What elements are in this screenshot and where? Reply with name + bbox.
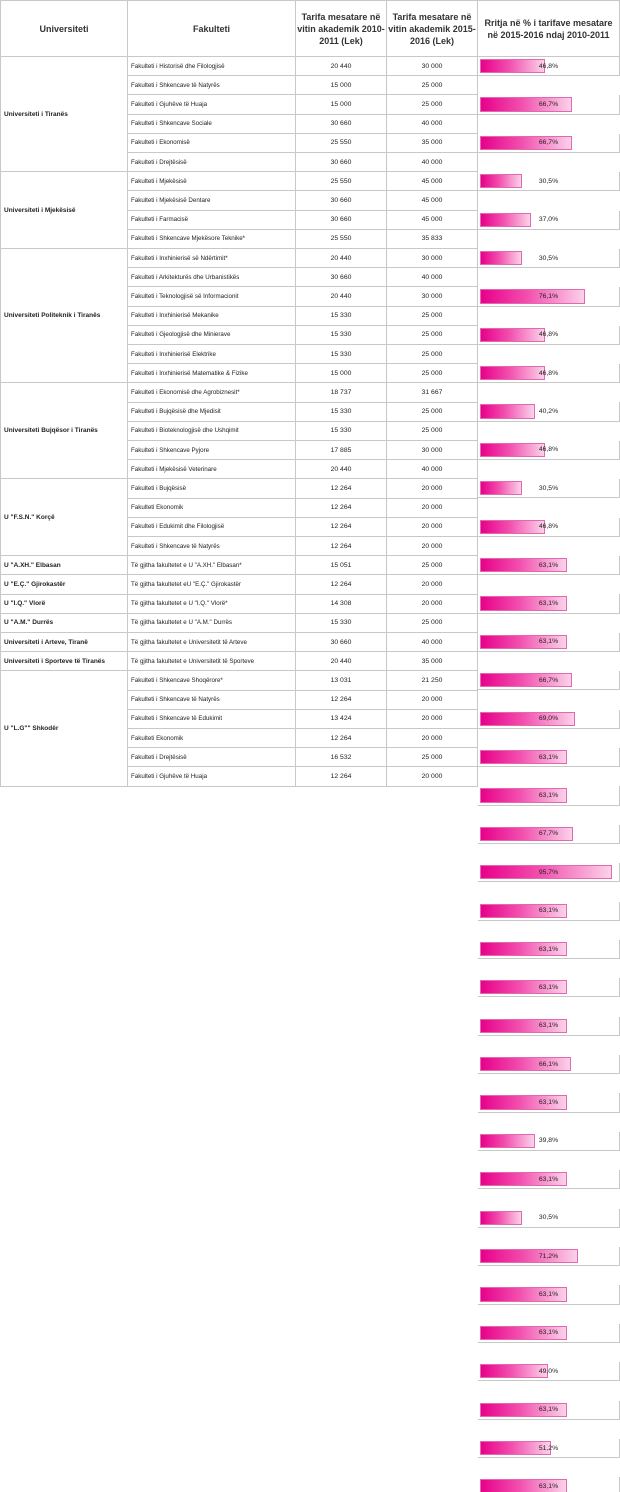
fee-2010-cell: 12 264 <box>296 691 387 710</box>
fee-2015-cell: 45 000 <box>387 172 478 191</box>
fee-2015-cell: 35 000 <box>387 652 478 671</box>
increase-cell <box>478 211 620 230</box>
fee-2010-cell: 30 660 <box>296 268 387 287</box>
increase-label: 46,8% <box>538 62 559 70</box>
increase-cell <box>478 902 620 921</box>
university-cell: Universiteti i Arteve, Tiranë <box>0 633 128 652</box>
faculty-cell: Të gjitha fakultetet e Universitetit të Arteve <box>128 633 296 652</box>
increase-label: 63,1% <box>538 945 559 953</box>
fee-2015-cell: 35 833 <box>387 230 478 249</box>
faculty-cell: Fakulteti i Bujqësisë dhe Mjedisit <box>128 403 296 422</box>
increase-cell <box>478 594 620 613</box>
fee-2010-cell: 13 424 <box>296 710 387 729</box>
faculty-cell: Fakulteti i Gjuhëve të Huaja <box>128 767 296 786</box>
increase-cell <box>478 287 620 306</box>
increase-label: 46,8% <box>538 446 559 454</box>
increase-cell <box>478 633 620 652</box>
increase-cell <box>478 1017 620 1036</box>
fee-2010-cell: 12 264 <box>296 537 387 556</box>
fee-2010-cell: 15 330 <box>296 345 387 364</box>
fee-2015-cell: 25 000 <box>387 403 478 422</box>
fee-2010-cell: 15 330 <box>296 403 387 422</box>
faculty-cell: Fakulteti i Drejtësisë <box>128 748 296 767</box>
fee-2015-cell: 40 000 <box>387 115 478 134</box>
fee-2015-cell: 25 000 <box>387 307 478 326</box>
fee-2015-cell: 25 000 <box>387 422 478 441</box>
increase-label: 63,1% <box>538 561 559 569</box>
faculty-cell: Të gjitha fakultetet e U "A.M." Durrës <box>128 614 296 633</box>
increase-cell <box>478 863 620 882</box>
increase-cell <box>478 671 620 690</box>
faculty-cell: Fakulteti i Gjeologjisë dhe Minierave <box>128 326 296 345</box>
faculty-cell: Të gjitha fakultetet e Universitetit të Sporteve <box>128 652 296 671</box>
fee-2015-cell: 20 000 <box>387 595 478 614</box>
fee-2010-cell: 18 737 <box>296 383 387 402</box>
university-cell: U "F.S.N." Korçë <box>0 479 128 556</box>
increase-cell <box>478 326 620 345</box>
faculty-cell: Fakulteti i Farmacisë <box>128 211 296 230</box>
increase-label: 63,1% <box>538 1482 559 1490</box>
increase-label: 95,7% <box>538 868 559 876</box>
faculty-cell: Fakulteti i Shkencave Sociale <box>128 115 296 134</box>
fee-2015-cell: 25 000 <box>387 556 478 575</box>
fee-2010-cell: 30 660 <box>296 211 387 230</box>
increase-label: 63,1% <box>538 600 559 608</box>
fee-2010-cell: 12 264 <box>296 499 387 518</box>
faculty-cell: Fakulteti i Mjekësisë <box>128 172 296 191</box>
fee-2015-cell: 25 000 <box>387 614 478 633</box>
fee-2015-cell: 40 000 <box>387 460 478 479</box>
faculty-cell: Fakulteti i Teknologjisë së Informacionit <box>128 287 296 306</box>
faculty-cell: Fakulteti i Shkencave të Edukimit <box>128 710 296 729</box>
university-cell: Universiteti Politeknik i Tiranës <box>0 249 128 383</box>
fee-2015-cell: 21 250 <box>387 671 478 690</box>
fee-2010-cell: 15 000 <box>296 364 387 383</box>
fee-2010-cell: 30 660 <box>296 633 387 652</box>
header-rritja: Rritja në % i tarifave mesatare në 2015-2016 ndaj 2010-2011 <box>478 0 620 57</box>
fee-2010-cell: 15 330 <box>296 307 387 326</box>
fee-2010-cell: 12 264 <box>296 575 387 594</box>
faculty-cell: Fakulteti i Inxhinierisë Mekanike <box>128 307 296 326</box>
increase-label: 49,0% <box>538 1367 559 1375</box>
increase-cell <box>478 402 620 421</box>
increase-cell <box>478 1439 620 1458</box>
header-universiteti: Universiteti <box>0 0 128 57</box>
fee-2010-cell: 12 264 <box>296 479 387 498</box>
fee-2015-cell: 30 000 <box>387 249 478 268</box>
faculty-cell: Fakulteti Ekonomik <box>128 499 296 518</box>
fee-2010-cell: 30 660 <box>296 191 387 210</box>
fee-2010-cell: 15 000 <box>296 76 387 95</box>
increase-cell <box>478 364 620 383</box>
faculty-cell: Fakulteti i Mjekësisë Dentare <box>128 191 296 210</box>
increase-cell <box>478 1055 620 1074</box>
fee-2015-cell: 40 000 <box>387 633 478 652</box>
fee-2015-cell: 25 000 <box>387 76 478 95</box>
fee-2010-cell: 25 550 <box>296 230 387 249</box>
increase-label: 63,1% <box>538 1175 559 1183</box>
faculty-cell: Fakulteti i Edukimit dhe Filologjisë <box>128 518 296 537</box>
increase-label: 63,1% <box>538 753 559 761</box>
fee-2010-cell: 30 660 <box>296 153 387 172</box>
fee-2015-cell: 25 000 <box>387 95 478 114</box>
faculty-cell: Fakulteti i Gjuhëve të Huaja <box>128 95 296 114</box>
fee-2010-cell: 20 440 <box>296 57 387 76</box>
increase-label: 66,7% <box>538 676 559 684</box>
fee-2015-cell: 30 000 <box>387 57 478 76</box>
fee-2015-cell: 20 000 <box>387 767 478 786</box>
fee-2015-cell: 20 000 <box>387 537 478 556</box>
faculty-cell: Fakulteti i Arkitekturës dhe Urbanistikës <box>128 268 296 287</box>
increase-label: 66,1% <box>538 1060 559 1068</box>
increase-cell <box>478 1324 620 1343</box>
fee-2015-cell: 35 000 <box>387 134 478 153</box>
fee-2015-cell: 25 000 <box>387 345 478 364</box>
increase-cell <box>478 825 620 844</box>
increase-cell <box>478 556 620 575</box>
faculty-cell: Fakulteti i Shkencave të Natyrës <box>128 76 296 95</box>
fee-2010-cell: 30 660 <box>296 115 387 134</box>
faculty-cell: Fakulteti i Ekonomisë dhe Agrobiznesit* <box>128 383 296 402</box>
increase-cell <box>478 1247 620 1266</box>
fee-2015-cell: 20 000 <box>387 575 478 594</box>
faculty-cell: Fakulteti i Bioteknologjisë dhe Ushqimit <box>128 422 296 441</box>
increase-label: 46,8% <box>538 369 559 377</box>
faculty-cell: Fakulteti i Shkencave të Natyrës <box>128 691 296 710</box>
increase-cell <box>478 1209 620 1228</box>
fee-2010-cell: 13 031 <box>296 671 387 690</box>
increase-label: 69,0% <box>538 715 559 723</box>
university-cell: U "A.M." Durrës <box>0 614 128 633</box>
increase-label: 46,8% <box>538 523 559 531</box>
fee-2010-cell: 25 550 <box>296 172 387 191</box>
faculty-cell: Fakulteti i Bujqësisë <box>128 479 296 498</box>
university-cell: U "I.Q." Vlorë <box>0 595 128 614</box>
increase-cell <box>478 1285 620 1304</box>
increase-label: 30,5% <box>538 177 559 185</box>
fee-2015-cell: 25 000 <box>387 326 478 345</box>
increase-cell <box>478 710 620 729</box>
fee-2010-cell: 12 264 <box>296 767 387 786</box>
increase-label: 30,5% <box>538 484 559 492</box>
faculty-cell: Të gjitha fakultetet e U "A.XH." Elbasan* <box>128 556 296 575</box>
fee-2010-cell: 25 550 <box>296 134 387 153</box>
university-cell: Universiteti i Sporteve të Tiranës <box>0 652 128 671</box>
fee-2015-cell: 20 000 <box>387 691 478 710</box>
increase-label: 30,5% <box>538 254 559 262</box>
faculty-cell: Fakulteti i Inxhinierisë Elektrike <box>128 345 296 364</box>
fee-2015-cell: 20 000 <box>387 499 478 518</box>
increase-label: 63,1% <box>538 1329 559 1337</box>
fee-2015-cell: 25 000 <box>387 364 478 383</box>
fee-2015-cell: 31 667 <box>387 383 478 402</box>
fee-2010-cell: 15 330 <box>296 326 387 345</box>
increase-label: 39,8% <box>538 1137 559 1145</box>
fee-2015-cell: 45 000 <box>387 211 478 230</box>
increase-label: 40,2% <box>538 408 559 416</box>
university-cell: Universiteti Bujqësor i Tiranës <box>0 383 128 479</box>
header-fakulteti: Fakulteti <box>128 0 296 57</box>
fee-2015-cell: 40 000 <box>387 153 478 172</box>
faculty-cell: Fakulteti Ekonomik <box>128 729 296 748</box>
fee-2015-cell: 30 000 <box>387 441 478 460</box>
increase-cell <box>478 134 620 153</box>
increase-label: 63,1% <box>538 638 559 646</box>
fee-2010-cell: 20 440 <box>296 652 387 671</box>
fee-2010-cell: 16 532 <box>296 748 387 767</box>
increase-label: 63,1% <box>538 983 559 991</box>
fee-2015-cell: 20 000 <box>387 710 478 729</box>
increase-label: 63,1% <box>538 1022 559 1030</box>
faculty-cell: Fakulteti i Drejtësisë <box>128 153 296 172</box>
increase-cell <box>478 518 620 537</box>
increase-label: 66,7% <box>538 139 559 147</box>
fee-2010-cell: 20 440 <box>296 249 387 268</box>
university-cell: Universiteti i Mjekësisë <box>0 172 128 249</box>
fee-2010-cell: 20 440 <box>296 460 387 479</box>
increase-cell <box>478 1093 620 1112</box>
fee-2010-cell: 15 330 <box>296 422 387 441</box>
fee-2010-cell: 14 308 <box>296 595 387 614</box>
increase-label: 51,2% <box>538 1444 559 1452</box>
university-cell: U "A.XH." Elbasan <box>0 556 128 575</box>
fee-2010-cell: 12 264 <box>296 729 387 748</box>
increase-label: 63,1% <box>538 1290 559 1298</box>
fee-2010-cell: 17 885 <box>296 441 387 460</box>
increase-cell <box>478 748 620 767</box>
faculty-cell: Fakulteti i Shkencave Shoqërore* <box>128 671 296 690</box>
fee-2010-cell: 20 440 <box>296 287 387 306</box>
increase-label: 37,0% <box>538 216 559 224</box>
faculty-cell: Fakulteti i Shkencave Pyjore <box>128 441 296 460</box>
university-cell: U "E.Ç." Gjirokastër <box>0 575 128 594</box>
faculty-cell: Fakulteti i Shkencave të Natyrës <box>128 537 296 556</box>
faculty-cell: Të gjitha fakultetet eU "E.Ç." Gjirokastër <box>128 575 296 594</box>
fee-2015-cell: 25 000 <box>387 748 478 767</box>
faculty-cell: Fakulteti i Historisë dhe Filologjisë <box>128 57 296 76</box>
faculty-cell: Fakulteti i Shkencave Mjekësore Teknike* <box>128 230 296 249</box>
increase-cell <box>478 1477 620 1492</box>
increase-label: 67,7% <box>538 830 559 838</box>
increase-label: 76,1% <box>538 292 559 300</box>
increase-cell <box>478 1362 620 1381</box>
increase-label: 66,7% <box>538 100 559 108</box>
fee-2010-cell: 15 000 <box>296 95 387 114</box>
fee-2010-cell: 15 051 <box>296 556 387 575</box>
increase-cell <box>478 1170 620 1189</box>
fee-2010-cell: 15 330 <box>296 614 387 633</box>
faculty-cell: Fakulteti i Inxhinierisë së Ndërtimit* <box>128 249 296 268</box>
increase-label: 46,8% <box>538 331 559 339</box>
increase-label: 63,1% <box>538 1099 559 1107</box>
fee-2015-cell: 45 000 <box>387 191 478 210</box>
increase-cell <box>478 172 620 191</box>
increase-label: 63,1% <box>538 791 559 799</box>
increase-label: 63,1% <box>538 907 559 915</box>
increase-cell <box>478 1132 620 1151</box>
fee-2010-cell: 12 264 <box>296 518 387 537</box>
increase-label: 63,1% <box>538 1406 559 1414</box>
increase-cell <box>478 95 620 114</box>
university-cell: Universiteti i Tiranës <box>0 57 128 172</box>
increase-cell <box>478 1401 620 1420</box>
university-cell: U "L.G"" Shkodër <box>0 671 128 786</box>
increase-cell <box>478 57 620 76</box>
header-tarifa-2010: Tarifa mesatare në vitin akademik 2010-2011 (Lek) <box>296 0 387 57</box>
header-tarifa-2015: Tarifa mesatare në vitin akademik 2015-2016 (Lek) <box>387 0 478 57</box>
faculty-cell: Fakulteti i Mjekësisë Veterinare <box>128 460 296 479</box>
increase-label: 30,5% <box>538 1214 559 1222</box>
increase-cell <box>478 978 620 997</box>
increase-cell <box>478 479 620 498</box>
faculty-cell: Fakulteti i Ekonomisë <box>128 134 296 153</box>
increase-cell <box>478 940 620 959</box>
increase-cell <box>478 786 620 805</box>
fee-2015-cell: 20 000 <box>387 729 478 748</box>
increase-cell <box>478 249 620 268</box>
increase-label: 71,2% <box>538 1252 559 1260</box>
faculty-cell: Fakulteti i Inxhinierisë Matematike & Fizike <box>128 364 296 383</box>
fee-2015-cell: 30 000 <box>387 287 478 306</box>
faculty-cell: Të gjitha fakultetet e U "I.Q." Vlorë* <box>128 595 296 614</box>
fee-2015-cell: 40 000 <box>387 268 478 287</box>
fee-2015-cell: 20 000 <box>387 518 478 537</box>
fee-2015-cell: 20 000 <box>387 479 478 498</box>
increase-cell <box>478 441 620 460</box>
